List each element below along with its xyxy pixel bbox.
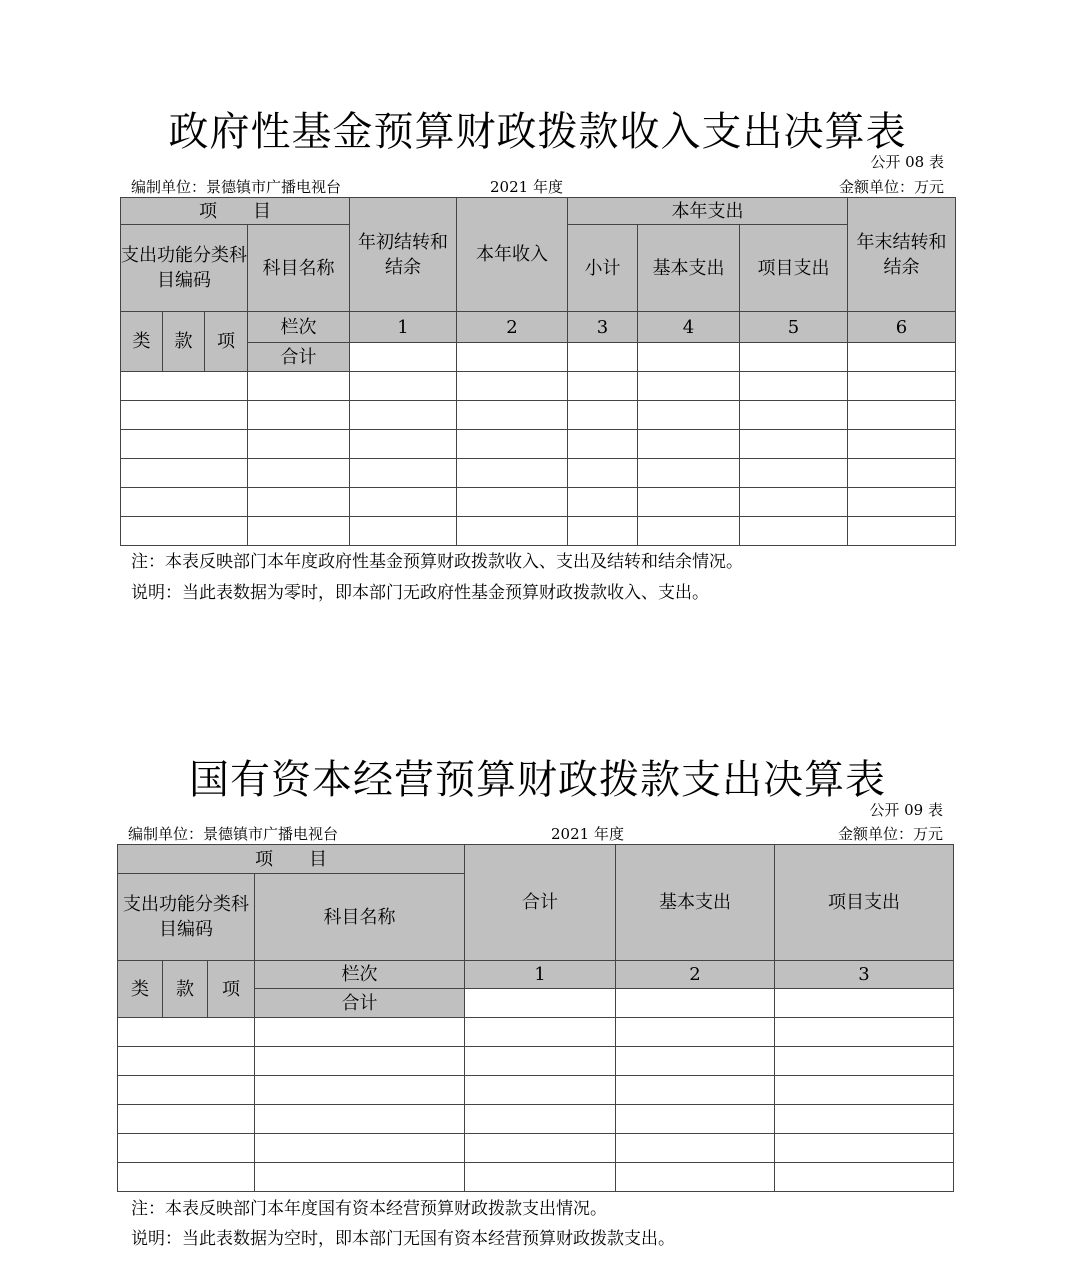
table2-grid	[117, 844, 954, 1192]
table2-note: 注：本表反映部门本年度国有资本经营预算财政拨款支出情况。	[131, 1199, 607, 1219]
table2-cell	[616, 1163, 775, 1192]
table2-total-label: 合计	[255, 989, 465, 1018]
table1-header-expense-group: 本年支出	[568, 198, 848, 225]
table1-total-cell	[568, 343, 638, 372]
table1-cell	[638, 488, 740, 517]
table1-cell	[848, 488, 956, 517]
table1-total-cell	[350, 343, 457, 372]
table1-name-cell	[248, 430, 350, 459]
table1-header-xiang: 项	[205, 312, 248, 372]
table2-code-cell	[118, 1134, 255, 1163]
table1-header-kuan: 款	[163, 312, 205, 372]
table1-header-basic: 基本支出	[638, 225, 740, 312]
table1-header-column-no: 栏次	[248, 312, 350, 343]
table2-name-cell	[255, 1018, 465, 1047]
table2-cell	[616, 1105, 775, 1134]
table1-cell	[350, 401, 457, 430]
table2-cell	[465, 1018, 616, 1047]
table1-explain: 说明：当此表数据为零时，即本部门无政府性基金预算财政拨款收入、支出。	[131, 583, 709, 603]
table1-header-begin-balance: 年初结转和结余	[350, 198, 457, 312]
table1-cell	[638, 430, 740, 459]
table2-cell	[616, 1018, 775, 1047]
table1-cell	[457, 430, 568, 459]
table1-code-cell	[121, 459, 248, 488]
table1-header-lei: 类	[121, 312, 163, 372]
table1-name-cell	[248, 459, 350, 488]
table1-cell	[848, 517, 956, 546]
table1-cell	[350, 459, 457, 488]
table2-code-cell	[118, 1105, 255, 1134]
table1-cell	[848, 430, 956, 459]
table2-name-cell	[255, 1105, 465, 1134]
table1-total-cell	[848, 343, 956, 372]
table2-form-code: 公开 09 表	[869, 801, 943, 819]
table2-explain: 说明：当此表数据为空时，即本部门无国有资本经营预算财政拨款支出。	[131, 1229, 675, 1249]
table1-cell	[740, 430, 848, 459]
table2-cell	[465, 1076, 616, 1105]
table1-total-cell	[638, 343, 740, 372]
table2-total-cell	[465, 989, 616, 1018]
table2-code-cell	[118, 1076, 255, 1105]
table1-header-item: 项 目	[121, 198, 350, 225]
table1-total-cell	[457, 343, 568, 372]
table1-unit: 金额单位：万元	[838, 178, 944, 196]
table1-total-label: 合计	[248, 343, 350, 372]
table1-cell	[740, 459, 848, 488]
table2-name-cell	[255, 1047, 465, 1076]
table2-code-cell	[118, 1047, 255, 1076]
table2-name-cell	[255, 1163, 465, 1192]
table1-cell	[568, 430, 638, 459]
table2-cell	[775, 1076, 954, 1105]
table1-cell	[568, 372, 638, 401]
table2-header-kuan: 款	[163, 961, 208, 1018]
table1-cell	[740, 401, 848, 430]
table1-cell	[740, 517, 848, 546]
table1-cell	[457, 488, 568, 517]
table2-cell	[465, 1134, 616, 1163]
table-row	[118, 1105, 954, 1134]
table2-unit: 金额单位：万元	[837, 825, 943, 843]
table2-cell	[775, 1105, 954, 1134]
table1-colnum-4: 4	[638, 312, 740, 343]
table1-header-subject-name: 科目名称	[248, 225, 350, 312]
table1-cell	[848, 372, 956, 401]
table1-cell	[457, 459, 568, 488]
table-row	[121, 372, 956, 401]
table1-header-func-code: 支出功能分类科目编码	[121, 225, 248, 312]
table1-cell	[568, 459, 638, 488]
table2-header-column-no: 栏次	[255, 961, 465, 989]
table2-name-cell	[255, 1134, 465, 1163]
table1-colnum-3: 3	[568, 312, 638, 343]
table1-code-cell	[121, 517, 248, 546]
table-row	[118, 1018, 954, 1047]
table1-name-cell	[248, 488, 350, 517]
table1-title: 政府性基金预算财政拨款收入支出决算表	[168, 109, 907, 155]
table1-cell	[457, 401, 568, 430]
table1-cell	[638, 517, 740, 546]
table1-name-cell	[248, 401, 350, 430]
table2-colnum-3: 3	[775, 961, 954, 989]
table1-name-cell	[248, 517, 350, 546]
table-row	[118, 1134, 954, 1163]
table1-cell	[848, 401, 956, 430]
table2-code-cell	[118, 1163, 255, 1192]
table-row	[121, 430, 956, 459]
table2-name-cell	[255, 1076, 465, 1105]
table2-header-total: 合计	[465, 845, 616, 961]
table1-name-cell	[248, 372, 350, 401]
table2-cell	[465, 1163, 616, 1192]
table1-form-code: 公开 08 表	[870, 153, 944, 171]
table1-code-cell	[121, 372, 248, 401]
table1-cell	[740, 372, 848, 401]
table1-code-cell	[121, 488, 248, 517]
table2-header-lei: 类	[118, 961, 163, 1018]
table2-colnum-1: 1	[465, 961, 616, 989]
table2-total-cell	[616, 989, 775, 1018]
table-row	[121, 488, 956, 517]
table1-cell	[350, 517, 457, 546]
table2-header-func-code: 支出功能分类科目编码	[118, 874, 255, 961]
table2-org: 编制单位：景德镇市广播电视台	[128, 825, 339, 843]
table1-cell	[568, 488, 638, 517]
table-row	[118, 1076, 954, 1105]
table1-cell	[568, 401, 638, 430]
table-row	[121, 459, 956, 488]
table1-cell	[350, 430, 457, 459]
table2-cell	[775, 1134, 954, 1163]
table2-cell	[616, 1134, 775, 1163]
table1-colnum-6: 6	[848, 312, 956, 343]
table1-cell	[457, 517, 568, 546]
table2-cell	[775, 1047, 954, 1076]
table1-cell	[457, 372, 568, 401]
table1-code-cell	[121, 430, 248, 459]
table-row	[118, 1047, 954, 1076]
table-row	[118, 1163, 954, 1192]
table1-year: 2021 年度	[490, 178, 563, 196]
table1-cell	[350, 488, 457, 517]
table2-total-cell	[775, 989, 954, 1018]
table-row	[121, 401, 956, 430]
table-row	[121, 517, 956, 546]
table1-colnum-2: 2	[457, 312, 568, 343]
table1-cell	[638, 372, 740, 401]
table2-cell	[616, 1047, 775, 1076]
table1-colnum-1: 1	[350, 312, 457, 343]
table1-cell	[568, 517, 638, 546]
table1-cell	[848, 459, 956, 488]
table1-header-project: 项目支出	[740, 225, 848, 312]
table2-header-xiang: 项	[208, 961, 255, 1018]
table1-header-subtotal: 小计	[568, 225, 638, 312]
table2-header-project: 项目支出	[775, 845, 954, 961]
table2-code-cell	[118, 1018, 255, 1047]
table2-cell	[775, 1163, 954, 1192]
table1-org: 编制单位：景德镇市广播电视台	[131, 178, 342, 196]
table1-code-cell	[121, 401, 248, 430]
table1-header-income: 本年收入	[457, 198, 568, 312]
table1-cell	[638, 459, 740, 488]
table2-cell	[775, 1018, 954, 1047]
table1-cell	[350, 372, 457, 401]
table1-cell	[638, 401, 740, 430]
table1-grid	[120, 197, 956, 546]
table2-cell	[465, 1047, 616, 1076]
table1-total-cell	[740, 343, 848, 372]
table1-cell	[740, 488, 848, 517]
table1-colnum-5: 5	[740, 312, 848, 343]
table2-header-subject-name: 科目名称	[255, 874, 465, 961]
table2-year: 2021 年度	[551, 825, 624, 843]
table2-header-basic: 基本支出	[616, 845, 775, 961]
table1-header-end-balance: 年末结转和结余	[848, 198, 956, 312]
table1-note: 注：本表反映部门本年度政府性基金预算财政拨款收入、支出及结转和结余情况。	[131, 552, 743, 572]
table2-header-item: 项 目	[118, 845, 465, 874]
table2-cell	[616, 1076, 775, 1105]
table2-title: 国有资本经营预算财政拨款支出决算表	[189, 757, 886, 803]
table2-colnum-2: 2	[616, 961, 775, 989]
table2-cell	[465, 1105, 616, 1134]
